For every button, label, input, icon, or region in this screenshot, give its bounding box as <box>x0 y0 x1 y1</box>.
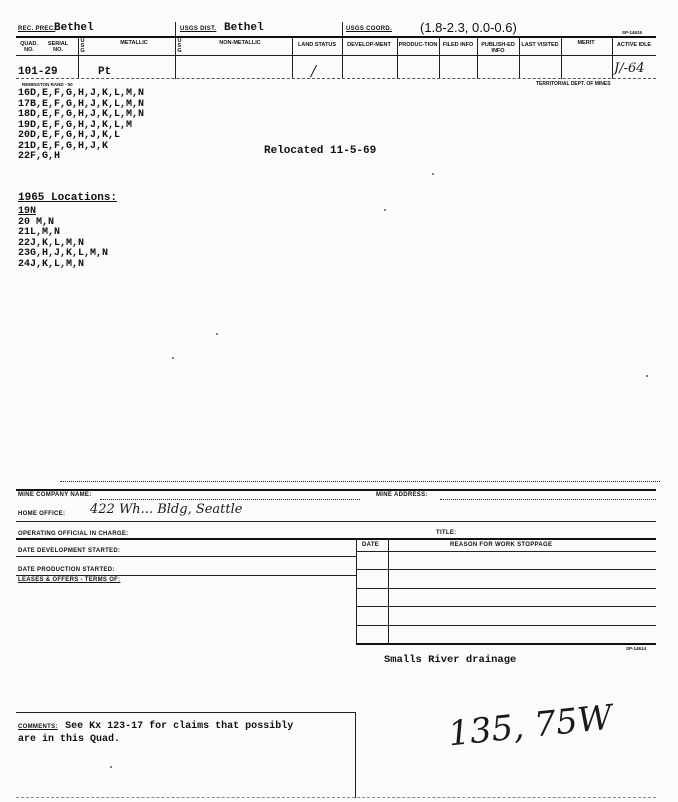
comments-line2: are in this Quad. <box>18 734 121 745</box>
home-office-value: 422 Wh... Bldg, Seattle <box>90 502 243 517</box>
row1-land-status-mark: / <box>311 62 317 80</box>
col-published-info: PUBLISH-ED INFO <box>481 42 515 54</box>
col-quad-no: QUAD. NO. <box>20 41 38 53</box>
location-line: 22J,K,L,M,N <box>18 237 85 249</box>
home-office-rule <box>16 521 656 522</box>
mine-company-label: MINE COMPANY NAME: <box>18 492 92 498</box>
col-usg-letters: U S G <box>80 38 85 54</box>
scan-speck <box>216 333 218 335</box>
mine-company-rule <box>16 489 656 491</box>
row1-active-idle-mark: J/-64 <box>614 61 645 76</box>
header-divider <box>175 22 176 36</box>
stoppage-row <box>356 569 656 570</box>
operating-official-rule <box>16 538 656 540</box>
drainage-note: Smalls River drainage <box>384 654 517 666</box>
scan-speck <box>172 357 174 359</box>
form-number: SP-14615 <box>622 30 643 35</box>
row1-rule <box>16 78 656 79</box>
claim-line: 17B,E,F,G,H,J,K,L,M,N <box>18 98 145 110</box>
scan-speck <box>646 375 648 377</box>
col-divider <box>292 37 293 79</box>
stoppage-row <box>356 606 656 607</box>
mine-address-underline <box>440 499 656 500</box>
location-line: 20 M,N <box>18 216 55 228</box>
date-label: DATE <box>362 542 380 548</box>
rec-prec-label: REC. PREC. <box>18 26 56 32</box>
claims-list <box>18 89 144 163</box>
lower-form-number: SP-14614 <box>626 646 647 651</box>
stoppage-row <box>356 625 656 626</box>
location-line: 23G,H,J,K,L,M,N <box>18 248 109 259</box>
claim-line: 20D,E,F,G,H,J,K,L <box>18 130 121 141</box>
col-non-metallic: NON-METALLIC <box>219 40 261 46</box>
territorial-dept: TERRITORIAL DEPT. OF MINES <box>536 81 611 87</box>
comments-top-rule <box>16 712 356 713</box>
usgs-dist-value: Bethel <box>224 22 264 34</box>
stoppage-table-left <box>356 538 357 644</box>
col-metallic: METALLIC <box>120 40 148 46</box>
locations-heading: 1965 Locations: <box>18 192 118 204</box>
claim-line: 19D,E,F,G,H,J,K,L,M <box>18 119 133 131</box>
usgs-coord-value: (1.8-2.3, 0.0-0.6) <box>420 20 517 35</box>
relocated-note: Relocated 11-5-69 <box>264 145 377 157</box>
dev-started-rule <box>16 556 356 557</box>
col-serial-no: SERIAL NO. <box>47 41 69 53</box>
row1-quad: 101-29 <box>18 66 58 78</box>
comments-line1: See Kx 123-17 for claims that possibly <box>65 721 294 732</box>
stoppage-row <box>356 588 656 589</box>
claim-line: 21D,E,F,G,H,J,K <box>18 140 109 152</box>
coordinate-note: 135, 75W <box>446 697 615 755</box>
comments-right-rule <box>355 712 356 798</box>
row1-metal: Pt <box>98 66 112 78</box>
claim-line: 18D,E,F,G,H,J,K,L,M,N <box>18 109 145 120</box>
col-last-visited: LAST VISITED <box>521 42 559 48</box>
stoppage-table-date-col <box>388 538 389 644</box>
operating-official-label: OPERATING OFFICIAL IN CHARGE: <box>18 531 129 537</box>
bottom-rule <box>16 797 656 798</box>
location-line: 24J,K,L,M,N <box>18 258 85 270</box>
comments-label: COMMENTS: <box>18 724 58 730</box>
claim-line: 16D,E,F,G,H,J,K,L,M,N <box>18 88 145 99</box>
col-active-idle: ACTIVE IDLE <box>616 42 652 48</box>
mine-address-label: MINE ADDRESS: <box>376 492 428 498</box>
col-production: PRODUC-TION <box>398 42 438 48</box>
scan-speck <box>384 209 386 211</box>
col-usg-letters: U S G <box>177 38 182 54</box>
mine-company-underline <box>100 499 360 500</box>
lower-top-rule <box>60 481 660 482</box>
rec-prec-value: Bethel <box>54 22 94 34</box>
dev-started-label: DATE DEVELOPMENT STARTED: <box>18 548 121 554</box>
col-divider <box>175 37 176 79</box>
leases-label: LEASES & OFFERS - TERMS OF: <box>18 577 121 583</box>
col-filed-info: FILED INFO <box>442 42 474 48</box>
col-merit: MERIT <box>577 40 595 46</box>
claim-line: 22F,G,H <box>18 151 61 162</box>
col-development: DEVELOP-MENT <box>347 42 391 48</box>
title-label: TITLE: <box>436 530 457 536</box>
location-line: 21L,M,N <box>18 227 61 238</box>
scan-speck <box>432 173 434 175</box>
locations-list <box>18 207 108 270</box>
home-office-label: HOME OFFICE: <box>18 511 66 517</box>
comments-block <box>18 715 358 746</box>
header-divider <box>342 22 343 36</box>
sub-header: REMINGTON RAND - 50 <box>22 82 73 87</box>
prod-started-rule <box>16 575 356 576</box>
usgs-coord-label: USGS COORD. <box>346 26 392 32</box>
col-land-status: LAND STATUS <box>298 42 336 48</box>
header-rule <box>16 36 656 38</box>
column-header-rule <box>16 55 656 56</box>
reason-label: REASON FOR WORK STOPPAGE <box>450 542 553 548</box>
stoppage-header-rule <box>356 551 656 552</box>
prod-started-label: DATE PRODUCTION STARTED: <box>18 567 115 573</box>
usgs-dist-label: USGS DIST. <box>180 26 217 32</box>
scan-speck <box>110 766 112 768</box>
stoppage-bottom <box>356 643 656 645</box>
location-line: 19N <box>18 206 37 217</box>
col-divider <box>78 37 79 79</box>
